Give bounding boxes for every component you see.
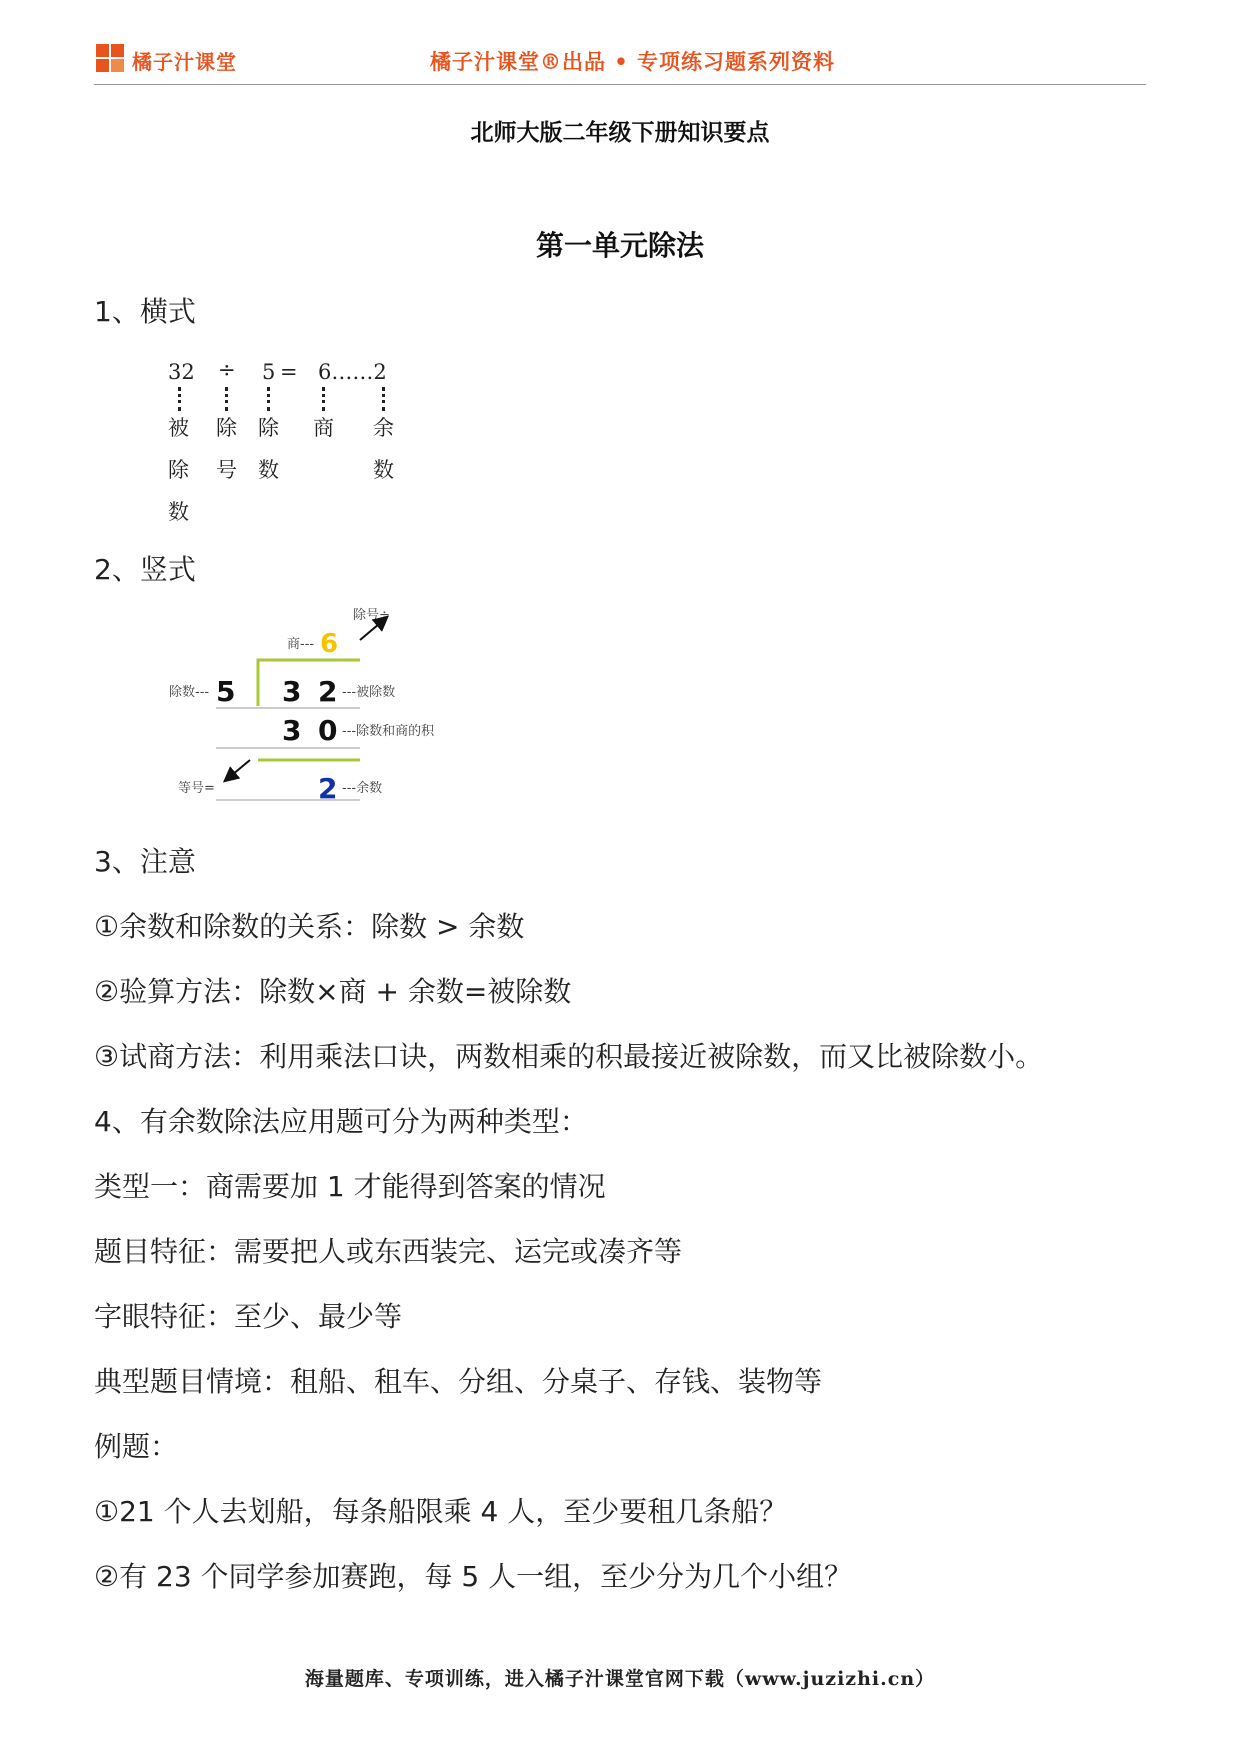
dotted-connector [178, 387, 181, 411]
label-dividend-char: 数 [168, 500, 189, 524]
example-line: ②有 23 个同学参加赛跑，每 5 人一组，至少分为几个小组？ [94, 1560, 853, 1593]
quotient-label: 商--- [287, 637, 315, 652]
dividend-digit: 2 [318, 675, 338, 708]
dotted-connector [322, 387, 325, 411]
type-line: 典型题目情境：租船、租车、分组、分桌子、存钱、装物等 [94, 1365, 823, 1398]
note-line: ③试商方法：利用乘法口诀，两数相乘的积最接近被除数，而又比被除数小。 [94, 1040, 1044, 1073]
divisor-digit: 5 [216, 675, 236, 708]
dividend-label: ---被除数 [342, 685, 396, 700]
type-line: 题目特征：需要把人或东西装完、运完或凑齐等 [94, 1235, 683, 1268]
unit-title: 第一单元除法 [535, 229, 704, 262]
dotted-connector [382, 387, 385, 411]
section-heading-application: 4、有余数除法应用题可分为两种类型： [94, 1105, 588, 1138]
arrow-icon [226, 760, 250, 780]
product-label: ---除数和商的积 [342, 724, 435, 739]
label-dividend-char: 除 [168, 458, 189, 482]
long-division-diagram [160, 600, 480, 810]
label-division-sign-char: 号 [216, 458, 237, 482]
section-heading-vertical: 2、竖式 [94, 553, 196, 586]
example-line: ①21 个人去划船，每条船限乘 4 人，至少要租几条船？ [94, 1495, 788, 1528]
note-line: ①余数和除数的关系：除数 > 余数 [94, 910, 525, 943]
logo-icon [96, 44, 126, 74]
divisor-value: 5 [262, 360, 276, 384]
document-title: 北师大版二年级下册知识要点 [470, 119, 770, 146]
note-line: ②验算方法：除数×商 + 余数=被除数 [94, 975, 572, 1008]
remainder-label: ---余数 [342, 781, 383, 796]
dotted-connector [225, 387, 228, 411]
brand-name: 橘子汁课堂 [132, 50, 237, 74]
footer-text: 海量题库、专项训练，进入橘子汁课堂官网下载（www.juzizhi.cn） [304, 1668, 936, 1690]
section-heading-horizontal: 1、横式 [94, 295, 196, 328]
product-digit: 3 [282, 714, 302, 747]
equal-sign: = [280, 360, 298, 384]
division-sign-label: 除号÷ [353, 608, 390, 623]
product-digit: 0 [318, 714, 338, 747]
header-divider [94, 84, 1146, 85]
division-sign: ÷ [218, 358, 236, 382]
label-remainder-char: 数 [373, 458, 394, 482]
label-remainder-char: 余 [373, 416, 394, 440]
remainder-digit: 2 [318, 772, 338, 805]
dividend-digit: 3 [282, 675, 302, 708]
quotient-remainder-value: 6……2 [318, 360, 387, 384]
type-line: 类型一：商需要加 1 才能得到答案的情况 [94, 1170, 606, 1203]
type-line: 字眼特征：至少、最少等 [94, 1300, 403, 1333]
label-divisor-char: 数 [258, 458, 279, 482]
divisor-label: 除数--- [169, 685, 210, 700]
label-dividend-char: 被 [168, 416, 189, 440]
label-quotient-char: 商 [313, 416, 334, 440]
header-slogan: 橘子汁课堂®出品 • 专项练习题系列资料 [430, 49, 836, 74]
dividend-value: 32 [168, 360, 195, 384]
dotted-connector [267, 387, 270, 411]
type-line: 例题： [94, 1430, 179, 1463]
equal-sign-label: 等号= [178, 781, 215, 796]
label-division-sign-char: 除 [216, 416, 237, 440]
label-divisor-char: 除 [258, 416, 279, 440]
quotient-digit: 6 [320, 629, 339, 659]
section-heading-notes: 3、注意 [94, 845, 196, 878]
